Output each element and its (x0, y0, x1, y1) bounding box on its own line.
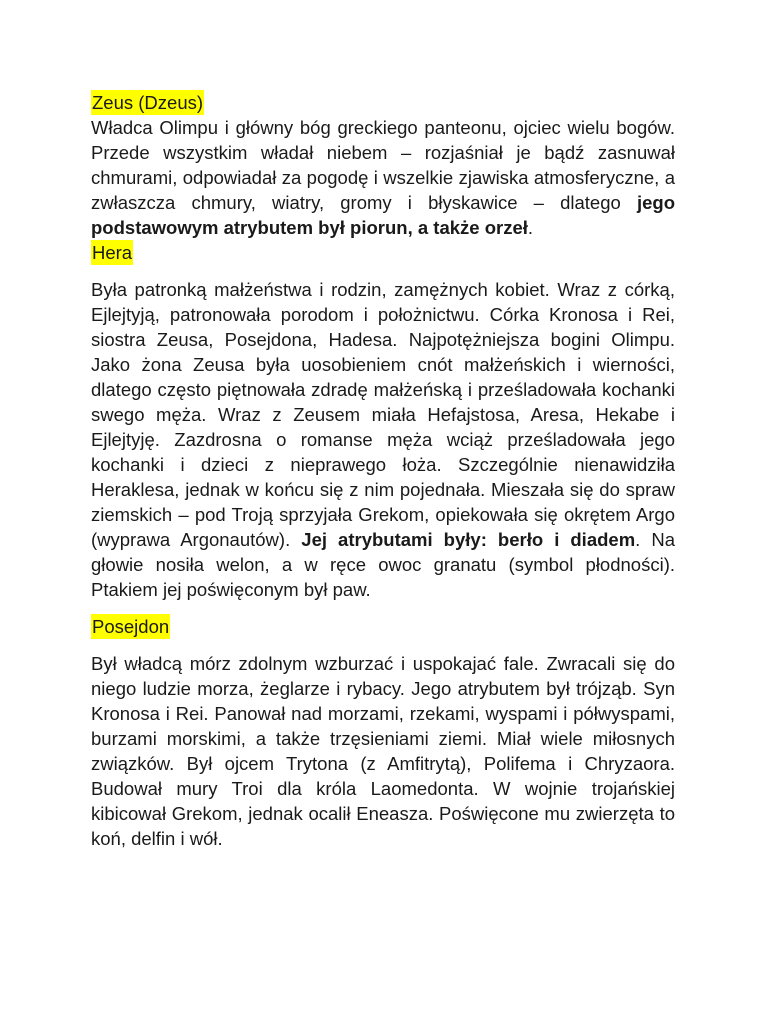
paragraph-hera (91, 277, 675, 602)
paragraph-zeus (91, 115, 675, 240)
heading-hera: Hera (92, 242, 133, 263)
section-hera (91, 240, 675, 602)
paragraph-hera-end: . Na głowie nosiła welon, a w ręce owoc granatu (symbol płodności). Ptakiem jej poświęconym był paw. (91, 529, 675, 600)
section-zeus (91, 90, 675, 240)
paragraph-zeus-end: . (527, 217, 534, 238)
paragraph-zeus-text: Władca Olimpu i główny bóg greckiego panteonu, ojciec wielu bogów. Przede wszystkim władał niebem – rozjaśniał je bądź zasnuwał chmurami, odpowiadał za pogodę i wszelkie zjawiska atmosferyczne, a zwłaszcza chmury, wiatry, gromy i błyskawice – dlatego (91, 117, 675, 213)
paragraph-hera-text: Była patronką małżeństwa i rodzin, zamężnych kobiet. Wraz z córką, Ejlejtyją, patronowała porodom i położnictwu. Córka Kronosa i Rei, siostra Zeusa, Posejdona, Hadesa. Najpotężniejsza bogini Olimpu. Jako żona Zeusa była uosobieniem cnót małżeńskich i wierności, dlatego często piętnowała zdradę małżeńską i prześladowała kochanki swego męża. Wraz z Zeusem miała Hefajstosa, Aresa, Hekabe i Ejlejtyję. Zazdrosna o romanse męża wciąż prześladowała jego kochanki i dzieci z nieprawego łoża. Szczególnie nienawidziła Heraklesa, jednak w końcu się z nim pojednała. Mieszała się do spraw ziemskich – pod Troją sprzyjała Grekom, opiekowała się okrętem Argo (wyprawa Argonautów). (91, 279, 675, 550)
paragraph-posejdon: Był władcą mórz zdolnym wzburzać i uspokajać fale. Zwracali się do niego ludzie morza, żeglarze i rybacy. Jego atrybutem był trójząb. Syn Kronosa i Rei. Panował nad morzami, rzekami, wyspami i półwyspami, burzami morskimi, a także trzęsieniami ziemi. Miał wiele miłosnych związków. Był ojcem Trytona (z Amfitrytą), Polifema i Chryzaora. Budował mury Troi dla króla Laomedonta. W wojnie trojańskiej kibicował Grekom, jednak ocalił Eneasza. Poświęcone mu zwierzęta to koń, delfin i wół. (91, 653, 675, 849)
heading-zeus: Zeus (Dzeus) (92, 92, 204, 113)
heading-posejdon: Posejdon (92, 616, 170, 637)
paragraph-zeus-bold: jego podstawowym atrybutem był piorun, a także orzeł (91, 192, 675, 238)
paragraph-hera-bold: Jej atrybutami były: berło i diadem (301, 529, 636, 550)
document-page (91, 90, 675, 851)
section-posejdon (91, 614, 675, 851)
